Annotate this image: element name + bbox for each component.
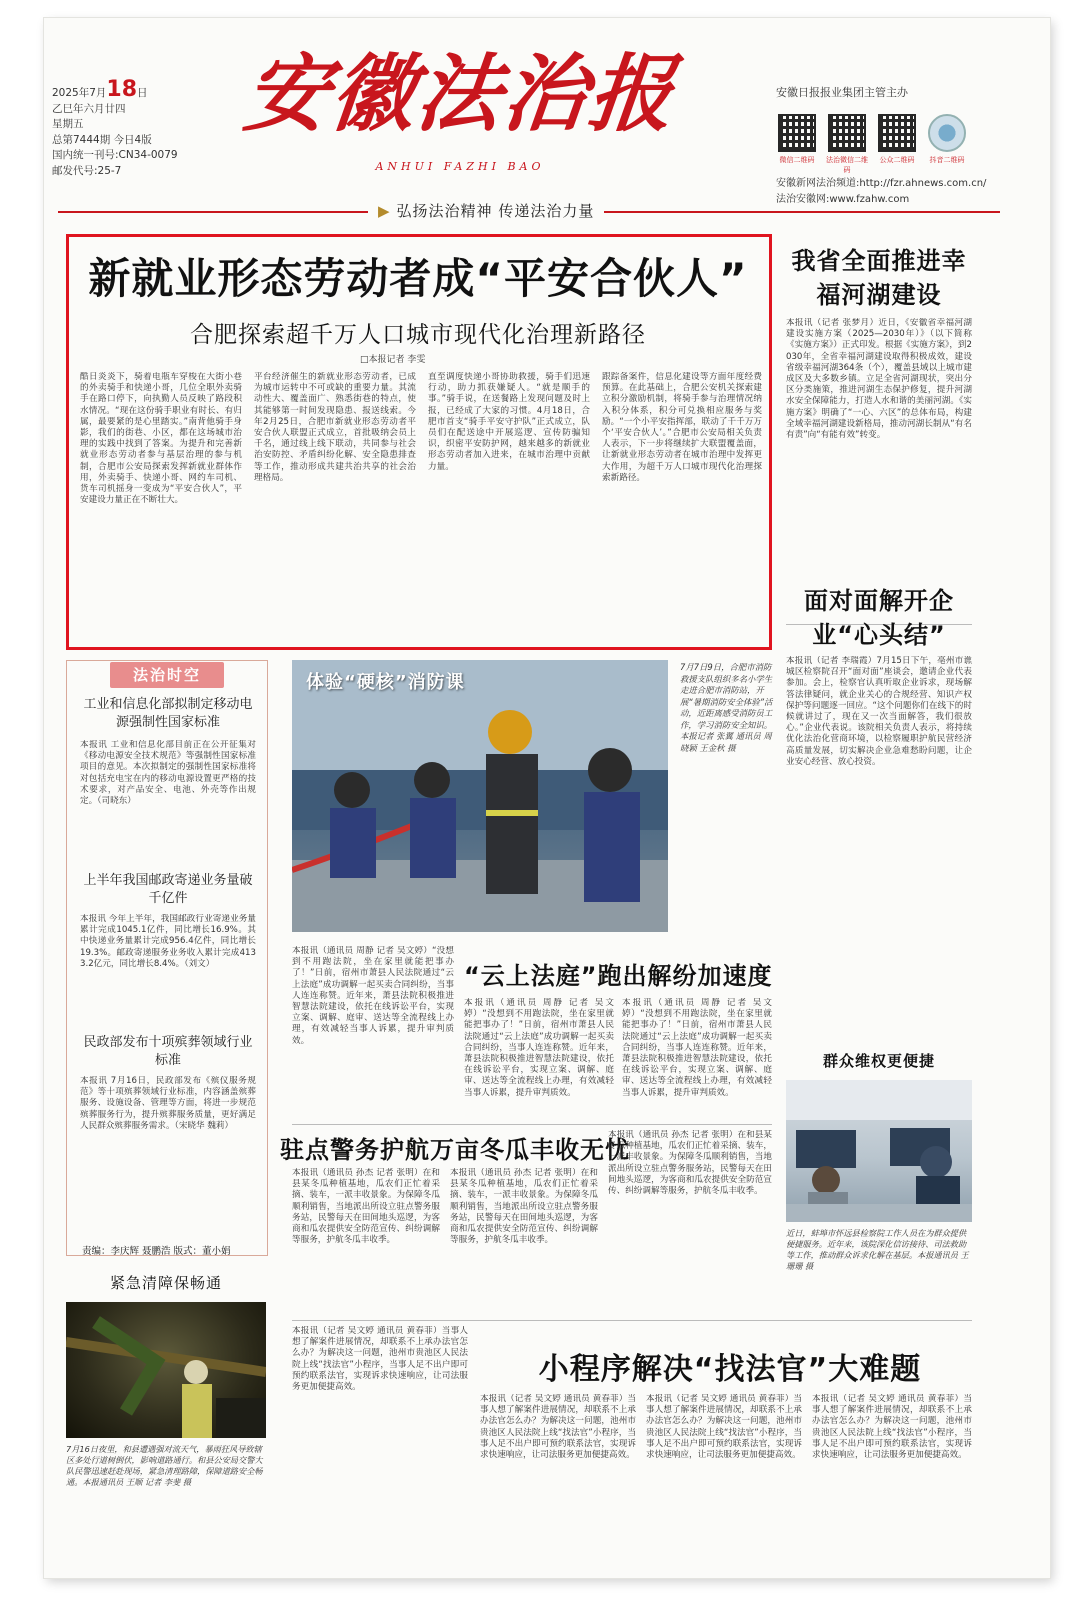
sidebar-section-tag: 法治时空	[110, 662, 224, 688]
sidebar-item-title[interactable]: 工业和信息化部拟制定移动电源强制性国家标准	[83, 697, 253, 730]
story-body-enterprise: 本报讯（记者 李瑞霞）7月15日下午，亳州市谯城区检察院召开“面对面”座谈会，邀请企业代表参加。会上，检察官认真听取企业诉求，现场解答法律疑问，就企业关心的合规经营、知识产权保护等问题逐一回应。“这个问题你们在线下的时候就讲过了，现在又一次当面解答，我们很放心。”企业代表说。该院相关负责人表示，将持续优化法治化营商环境，以检察履职护航民营经济高质量发展，切实解决企业急难愁盼问题，让企业安心经营、放心投资。	[786, 656, 972, 767]
story-title-river[interactable]: 我省全面推进幸福河湖建设	[791, 247, 967, 309]
story-title-cloud-court[interactable]: “云上法庭”跑出解纷加速度	[464, 962, 773, 990]
story-body-police-post-2: 本报讯（通讯员 孙杰 记者 张明）在和县某冬瓜种植基地，瓜农们正忙着采摘、装车，一派丰收景象。为保障冬瓜顺利销售，当地派出所设立驻点警务服务站，民警每天在田间地头巡逻，为客商和瓜农提供安全防范宣传、纠纷调解等服务，护航冬瓜丰收季。	[450, 1168, 598, 1246]
lunar-date: 乙巳年六月廿四	[52, 102, 126, 115]
story-body-cloud-court-3: 本报讯（通讯员 周静 记者 吴文婷）“没想到不用跑法院，坐在家里就能把事办了！”日前，宿州市萧县人民法院通过“云上法庭”成功调解一起买卖合同纠纷，当事人连连称赞。近年来，萧县法院积极推进智慧法院建设，依托在线诉讼平台，实现立案、调解、庭审、送达等全流程线上办理，有效减轻当事人诉累，提升审判质效。	[622, 998, 772, 1098]
postal-code: 邮发代号:25-7	[52, 164, 122, 177]
sidebar-item-body: 本报讯 今年上半年，我国邮政行业寄递业务量累计完成1045.1亿件，同比增长16.9%。其中快递业务量累计完成956.4亿件，同比增长19.3%。邮政寄递服务业务收入累计完成4133.2亿元，同比增长8.4%。（刘文）	[80, 914, 256, 969]
story-title-enterprise[interactable]: 面对面解开企业“心头结”	[804, 587, 954, 649]
story-body-cloud-court-2: 本报讯（通讯员 周静 记者 吴文婷）“没想到不用跑法院，坐在家里就能把事办了！”日前，宿州市萧县人民法院通过“云上法庭”成功调解一起买卖合同纠纷，当事人连连称赞。近年来，萧县法院积极推进智慧法院建设，依托在线诉讼平台，实现立案、调解、庭审、送达等全流程线上办理，有效减轻当事人诉累，提升审判质效。	[464, 998, 614, 1098]
photo-service-hall	[786, 1080, 972, 1222]
sidebar-item-title[interactable]: 民政部发布十项殡葬领域行业标准	[83, 1035, 253, 1068]
story-title-mini-program[interactable]: 小程序解决“找法官”大难题	[538, 1352, 922, 1387]
date-block	[52, 77, 178, 179]
sidebar-item-body: 本报讯 工业和信息化部目前正在公开征集对《移动电源安全技术规范》等强制性国家标准项目的意见。本次拟制定的强制性国家标准将对包括充电宝在内的移动电源设置更严格的技术要求，对产品安全、电池、外壳等作出规定。（司晓东）	[80, 740, 256, 807]
newspaper-logo-en: ANHUI FAZHI BAO	[375, 160, 545, 173]
divider	[292, 1320, 972, 1321]
lead-body-col-2: 平台经济催生的新就业形态劳动者，已成为城市运转中不可或缺的重要力量。其流动性大、覆盖面广、熟悉街巷的特点，使其能够第一时间发现隐患、报送线索。今年2月25日，合肥市新就业形态劳动者平安合伙人联盟正式成立，首批吸纳会员上千名，通过线上线下联动，共同参与社会治安防控、矛盾纠纷化解、安全隐患排查等工作，推动形成共建共治共享的社会治理格局。	[254, 372, 416, 483]
photo-clear-road-graphic	[66, 1302, 266, 1438]
website-link[interactable]: 安徽新网法治频道:http://fzr.ahnews.com.cn/	[776, 178, 987, 189]
lead-headline[interactable]: 新就业形态劳动者成“平安合伙人”	[88, 254, 748, 303]
lead-body-col-4: 跟踪备案件，信息化建设等方面年度经费预算。在此基础上，合肥公安机关探索建立积分激励机制，将骑手参与治理情况纳入积分体系，积分可兑换相应服务与奖励。“一个小平安指挥部，联动了千千万万个‘平安合伙人’。”合肥市公安局相关负责人表示，下一步将继续扩大联盟覆盖面，让新就业形态劳动者在城市治理中发挥更大作用，为超千万人口城市现代化治理探索新路径。	[602, 372, 762, 483]
story-title-clear-road[interactable]: 紧急清障保畅通	[109, 1274, 222, 1292]
issue-number: 总第7444期 今日4版	[52, 133, 152, 146]
qr-code: 公众二维码	[876, 114, 918, 175]
cn-number: 国内统一刊号:CN34-0079	[52, 149, 178, 161]
qr-code: 微信二维码	[776, 114, 818, 175]
slogan-emblem-icon: ▶	[378, 202, 391, 220]
sidebar-item-title[interactable]: 上半年我国邮政寄递业务量破千亿件	[83, 873, 253, 906]
lead-byline: □本报记者 李雯	[360, 355, 426, 365]
lead-body-col-3: 直至调度快递小哥协助救援，骑手们迅速行动，助力抓获嫌疑人。“就是顺手的事。”骑手说，在送餐路上发现问题及时上报，已经成了大家的习惯。4月18日，合肥市首支“骑手平安守护队”正式成立，队员们在配送途中开展巡逻、宣传防骗知识，织密平安防护网，越来越多的新就业形态劳动者加入进来，在城市治理中贡献力量。	[428, 372, 590, 472]
photo-clear-road	[66, 1302, 266, 1438]
date-suffix: 日	[137, 87, 148, 99]
photo-service-hall-graphic	[786, 1080, 972, 1222]
sidebar-editors: 责编：李庆辉 聂鹏浩 版式：董小娟	[82, 1246, 231, 1257]
story-body-cloud-court: 本报讯（通讯员 周静 记者 吴文婷）“没想到不用跑法院，坐在家里就能把事办了！”日前，宿州市萧县人民法院通过“云上法庭”成功调解一起买卖合同纠纷，当事人连连称赞。近年来，萧县法院积极推进智慧法院建设，依托在线诉讼平台，实现立案、调解、庭审、送达等全流程线上办理，有效减轻当事人诉累，提升审判质效。	[292, 946, 454, 1046]
divider	[292, 1124, 772, 1125]
photo-caption-fire-drill: 7月7日9日，合肥市消防救援支队组织多名小学生走进合肥市消防站，开展“暑期消防安全体验”活动，近距离感受消防员工作，学习消防安全知识。本报记者 张翼 通讯员 周晓颖 王金秋 摄	[680, 662, 773, 753]
story-body-police-post-3: 本报讯（通讯员 孙杰 记者 张明）在和县某冬瓜种植基地，瓜农们正忙着采摘、装车，一派丰收景象。为保障冬瓜顺利销售，当地派出所设立驻点警务服务站，民警每天在田间地头巡逻，为客商和瓜农提供安全防范宣传、纠纷调解等服务，护航冬瓜丰收季。	[608, 1130, 772, 1197]
story-body-mini-program: 本报讯（记者 吴文婷 通讯员 黄春菲）当事人想了解案件进展情况，却联系不上承办法官怎么办？为解决这一问题，池州市贵池区人民法院上线“找法官”小程序，当事人足不出户即可预约联系法官，实现诉求快速响应，让司法服务更加便捷高效。	[292, 1326, 468, 1393]
story-title-police-post[interactable]: 驻点警务护航万亩冬瓜丰收无忧	[280, 1136, 630, 1164]
weekday: 星期五	[52, 118, 84, 130]
newspaper-logo: 安徽法治报	[239, 44, 681, 143]
sidebar-item-body: 本报讯 7月16日，民政部发布《殡仪服务规范》等十项殡葬领域行业标准，内容涵盖殡葬服务、设施设备、管理等方面，将进一步规范殡葬服务行为，提升殡葬服务质量，更好满足人民群众殡葬服务需求。（宋晓华 魏莉）	[80, 1076, 256, 1131]
story-title-rights[interactable]: 群众维权更便捷	[822, 1052, 935, 1070]
publisher: 安徽日报报业集团主管主办	[776, 86, 908, 99]
lead-body-col-1: 酷日炎炎下，骑着电瓶车穿梭在大街小巷的外卖骑手和快递小哥，几位全职外卖骑手在路口停下，向执勤人员反映了路段积水情况。“现在这份骑手职业有时长、有归属，最要紧的是心里踏实。”南背他骑手身影，我们的街巷、小区，都在这场城市治理的实践中找到了答案。为提升和完善新就业形态劳动者参与基层治理的参与机制，合肥市公安局探索发挥新就业群体作用，外卖骑手、快递小哥、网约车司机、货车司机摇身一变成为“平安合伙人”，平安建设力量正在不断壮大。	[80, 372, 242, 506]
date-prefix: 2025年7月	[52, 87, 107, 99]
qr-code: 法治微信二维码	[826, 114, 868, 175]
lead-subheadline: 合肥探索超千万人口城市现代化治理新路径	[190, 322, 646, 348]
photo-title-fire-drill: 体验“硬核”消防课	[306, 672, 465, 693]
story-body-river: 本报讯（记者 张梦月）近日，《安徽省幸福河湖建设实施方案（2025—2030年）》（以下简称《实施方案》）正式印发。根据《实施方案》，到2030年，全省幸福河湖建设取得积极成效，建设省级幸福河湖364条（个），覆盖县域以上城市建成区及大多数乡镇。立足全省河湖现状，突出分区分类施策，推进河湖生态保护修复，提升河湖水安全保障能力，打造人水和谐的美丽河湖。《实施方案》明确了“一心、六区”的总体布局，构建全域幸福河湖建设新格局，推动河湖长制从“有名有责”向“有能有效”转变。	[786, 318, 972, 441]
story-body-mini-program-3: 本报讯（记者 吴文婷 通讯员 黄春菲）当事人想了解案件进展情况，却联系不上承办法官怎么办？为解决这一问题，池州市贵池区人民法院上线“找法官”小程序，当事人足不出户即可预约联系法官，实现诉求快速响应，让司法服务更加便捷高效。	[646, 1394, 802, 1461]
story-body-mini-program-4: 本报讯（记者 吴文婷 通讯员 黄春菲）当事人想了解案件进展情况，却联系不上承办法官怎么办？为解决这一问题，池州市贵池区人民法院上线“找法官”小程序，当事人足不出户即可预约联系法官，实现诉求快速响应，让司法服务更加便捷高效。	[812, 1394, 972, 1461]
photo-fire-drill	[292, 660, 668, 932]
date-day: 18	[106, 77, 138, 102]
story-body-mini-program-2: 本报讯（记者 吴文婷 通讯员 黄春菲）当事人想了解案件进展情况，却联系不上承办法官怎么办？为解决这一问题，池州市贵池区人民法院上线“找法官”小程序，当事人足不出户即可预约联系法官，实现诉求快速响应，让司法服务更加便捷高效。	[480, 1394, 636, 1461]
qr-code-group	[776, 114, 968, 175]
story-body-police-post: 本报讯（通讯员 孙杰 记者 张明）在和县某冬瓜种植基地，瓜农们正忙着采摘、装车，一派丰收景象。为保障冬瓜顺利销售，当地派出所设立驻点警务服务站，民警每天在田间地头巡逻，为客商和瓜农提供安全防范宣传、纠纷调解等服务，护航冬瓜丰收季。	[292, 1168, 440, 1246]
photo-caption-clear-road: 7月16日夜里，和县遭遇强对流天气，暴雨狂风导致辖区多处行道树倒伏，影响道路通行。和县公安局交警大队民警迅速赶赴现场，紧急清理路障，保障道路安全畅通。本报通讯员 王顺 记者 李斐 摄	[66, 1444, 263, 1487]
photo-caption-rights: 近日，蚌埠市怀远县检察院工作人员在为群众提供便捷服务。近年来，该院深化信访接待、司法救助等工作，推动群众诉求化解在基层。本报通讯员 王珊珊 摄	[786, 1228, 969, 1271]
slogan: ▶ 弘扬法治精神 传递法治力量	[368, 200, 604, 221]
website-link[interactable]: 法治安徽网:www.fzahw.com	[776, 194, 910, 205]
website-lines	[776, 176, 986, 208]
photo-fire-drill-graphic	[292, 660, 668, 932]
qr-code: 抖音二维码	[926, 114, 968, 175]
